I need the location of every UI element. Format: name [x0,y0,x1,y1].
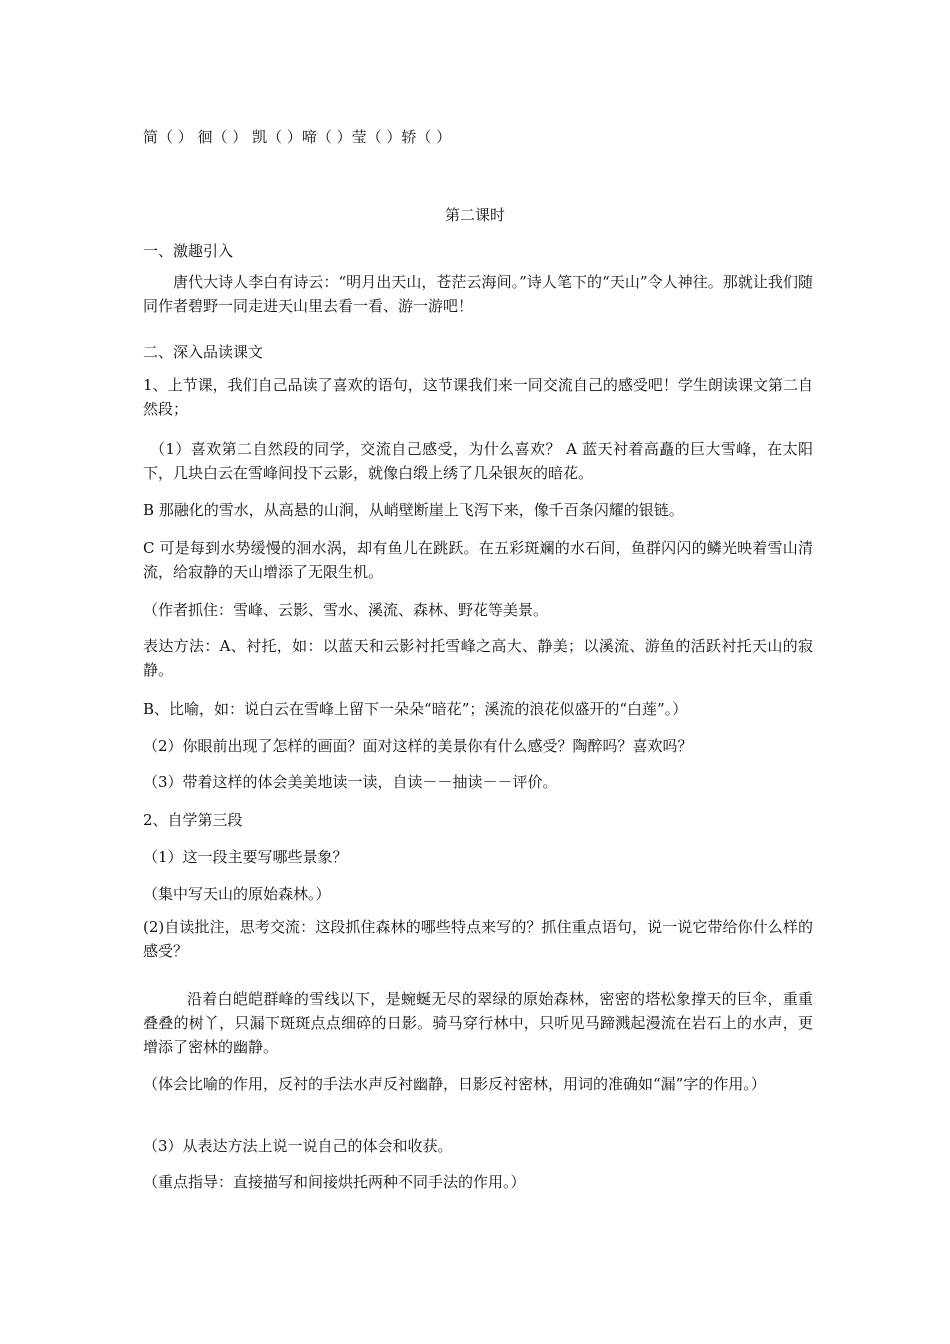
intro-paragraph: 唐代大诗人李白有诗云：“明月出天山，苍茫云海间。”诗人笔下的“天山”令人神往。那就让我们随同作者碧野一同走进天山里去看一看、游一游吧！ [143,273,813,315]
item1-sentence-b: B 那融化的雪水，从高悬的山涧，从峭壁断崖上飞泻下来，像千百条闪耀的银链。 [143,501,684,519]
item1-text: 1、上节课，我们自己品读了喜欢的语句，这节课我们来一同交流自己的感受吧！学生朗读课文第二自然段； [143,376,813,418]
item1-question1: （1）喜欢第二自然段的同学，交流自己感受，为什么喜欢？ A 蓝天衬着高矗的巨大雪峰，在太阳下，几块白云在雪峰间投下云影，就像白缎上绣了几朵银灰的暗花。 [143,440,813,482]
item2-quote: 沿着白皑皑群峰的雪线以下，是蜿蜒无尽的翠绿的原始森林，密密的塔松象撑天的巨伞，重重叠叠的树丫，只漏下斑斑点点细碎的日影。骑马穿行林中，只听见马蹄溅起漫流在岩石上的水声，更增添了密林的幽静。 [143,990,813,1056]
item2-answer3: （重点指导：直接描写和间接烘托两种不同手法的作用。） [143,1173,526,1191]
item1-author-note: （作者抓住：雪峰、云影、雪水、溪流、森林、野花等美景。 [143,601,549,619]
item1-question2: （2）你眼前出现了怎样的画面？面对这样的美景你有什么感受？陶醉吗？喜欢吗？ [143,737,693,755]
item2-heading: 2、自学第三段 [143,811,243,829]
item2-question2: (2)自读批注，思考交流：这段抓住森林的哪些特点来写的？抓住重点语句，说一说它带给你什么样的感受？ [143,918,813,960]
item1-sentence-c: C 可是每到水势缓慢的洄水涡，却有鱼儿在跳跃。在五彩斑斓的水石间，鱼群闪闪的鳞光映着雪山清流，给寂静的天山增添了无限生机。 [143,539,813,581]
item2-question1: （1）这一段主要写哪些景象？ [143,848,348,866]
section-heading-reading: 二、深入品读课文 [143,343,264,361]
lesson-title: 第二课时 [444,206,505,224]
item2-note: （体会比喻的作用，反衬的手法水声反衬幽静，日影反衬密林，用词的准确如“漏”字的作用。） [143,1075,766,1093]
item2-answer1: （集中写天山的原始森林。） [143,885,331,903]
item1-method-b: B、比喻，如：说白云在雪峰上留下一朵朵“暗花”；溪流的浪花似盛开的“白莲”。） [143,700,688,718]
item2-question3: （3）从表达方法上说一说自己的体会和收获。 [143,1137,453,1155]
character-annotation-line: 简（ ） 徊（ ） 凯（ ）啼（ ）莹（ ）轿（ ） [143,128,452,146]
item1-question3: （3）带着这样的体会美美地读一读，自读－－抽读－－评价。 [143,773,558,791]
item1-method-a: 表达方法：A、衬托，如：以蓝天和云影衬托雪峰之高大、静美；以溪流、游鱼的活跃衬托天山的寂静。 [143,637,813,679]
section-heading-intro: 一、激趣引入 [143,242,234,260]
